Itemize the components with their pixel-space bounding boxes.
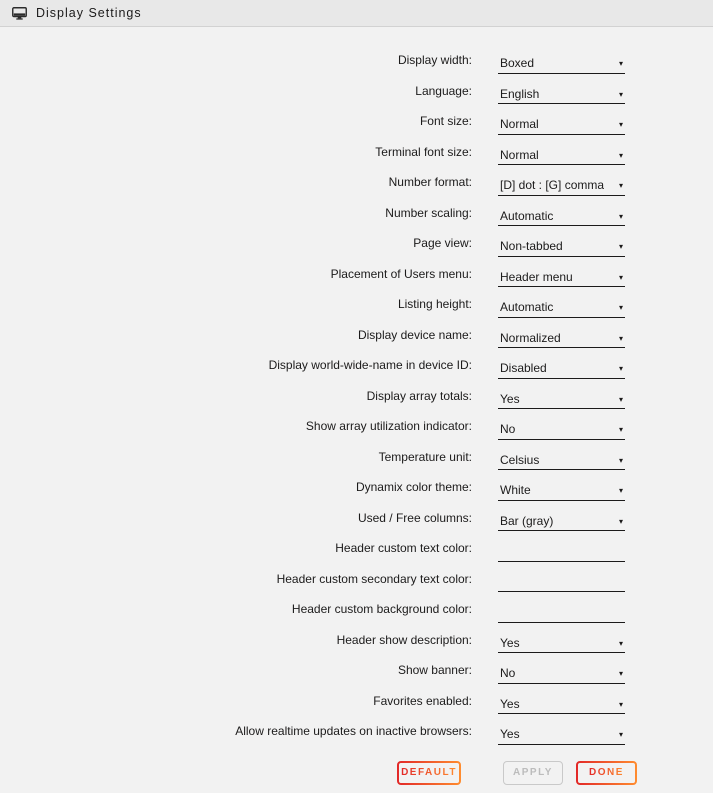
header-custom-background-color-label: Header custom background color:	[291, 602, 472, 617]
temperature-unit-label: Temperature unit:	[378, 449, 472, 464]
dynamix-color-theme-select[interactable]	[498, 481, 625, 501]
show-banner-select[interactable]	[498, 664, 625, 684]
chevron-down-icon: ▾	[618, 730, 623, 740]
terminal-font-size-row	[0, 137, 713, 168]
default-button[interactable]	[397, 761, 461, 785]
chevron-down-icon: ▾	[618, 303, 623, 313]
show-array-utilization-indicator-select[interactable]	[498, 420, 625, 440]
chevron-down-icon: ▾	[618, 120, 623, 130]
chevron-down-icon: ▾	[618, 211, 623, 221]
display-width-label: Display width:	[397, 53, 472, 68]
chevron-down-icon: ▾	[618, 394, 623, 404]
display-width-row	[0, 45, 713, 76]
temperature-unit-select[interactable]	[498, 450, 625, 470]
page-view-row	[0, 228, 713, 259]
used-free-columns-label: Used / Free columns:	[357, 510, 472, 525]
display-wwn-in-device-id-row	[0, 350, 713, 381]
font-size-label: Font size:	[419, 114, 472, 129]
display-device-name-select[interactable]	[498, 328, 625, 348]
header-show-description-label: Header show description:	[336, 632, 472, 647]
apply-button-label: APPLY	[513, 767, 553, 778]
titlebar	[0, 0, 713, 27]
display-array-totals-row	[0, 381, 713, 412]
monitor-icon	[12, 7, 27, 20]
used-free-columns-row	[0, 503, 713, 534]
allow-realtime-updates-label: Allow realtime updates on inactive browsers:	[235, 724, 472, 739]
language-row	[0, 76, 713, 107]
display-device-name-row	[0, 320, 713, 351]
users-menu-placement-label: Placement of Users menu:	[330, 266, 472, 281]
terminal-font-size-value: Normal	[500, 147, 539, 162]
display-device-name-value: Normalized	[500, 330, 561, 345]
users-menu-placement-select[interactable]	[498, 267, 625, 287]
listing-height-select[interactable]	[498, 298, 625, 318]
chevron-down-icon: ▾	[618, 669, 623, 679]
number-scaling-row	[0, 198, 713, 229]
users-menu-placement-row	[0, 259, 713, 290]
chevron-down-icon: ▾	[618, 486, 623, 496]
display-width-value: Boxed	[500, 56, 535, 71]
number-format-label: Number format:	[388, 175, 472, 190]
display-wwn-in-device-id-select[interactable]	[498, 359, 625, 379]
done-button-label: DONE	[589, 767, 624, 778]
chevron-down-icon: ▾	[618, 638, 623, 648]
font-size-row	[0, 106, 713, 137]
chevron-down-icon: ▾	[618, 699, 623, 709]
header-custom-secondary-text-color-row	[0, 564, 713, 595]
chevron-down-icon: ▾	[618, 272, 623, 282]
chevron-down-icon: ▾	[618, 516, 623, 526]
display-wwn-in-device-id-label: Display world-wide-name in device ID:	[268, 358, 472, 373]
language-label: Language:	[415, 83, 472, 98]
font-size-value: Normal	[500, 117, 539, 132]
language-value: English	[500, 86, 540, 101]
listing-height-value: Automatic	[500, 300, 554, 315]
favorites-enabled-row	[0, 686, 713, 717]
header-custom-secondary-text-color-input[interactable]	[498, 572, 625, 592]
header-custom-text-color-label: Header custom text color:	[335, 541, 472, 556]
default-button-label: DEFAULT	[401, 767, 457, 778]
done-button[interactable]	[576, 761, 637, 785]
header-show-description-row	[0, 625, 713, 656]
show-banner-value: No	[500, 666, 516, 681]
display-device-name-label: Display device name:	[357, 327, 472, 342]
header-custom-text-color-row	[0, 533, 713, 564]
settings-form	[0, 27, 713, 747]
header-custom-text-color-input[interactable]	[498, 542, 625, 562]
dynamix-color-theme-label: Dynamix color theme:	[355, 480, 472, 495]
dynamix-color-theme-value: White	[500, 483, 531, 498]
number-format-value: [D] dot : [G] comma	[500, 178, 605, 193]
font-size-select[interactable]	[498, 115, 625, 135]
header-custom-background-color-input[interactable]	[498, 603, 625, 623]
used-free-columns-select[interactable]	[498, 511, 625, 531]
number-scaling-label: Number scaling:	[385, 205, 472, 220]
chevron-down-icon: ▾	[618, 425, 623, 435]
page-view-value: Non-tabbed	[500, 239, 563, 254]
show-array-utilization-indicator-row	[0, 411, 713, 442]
number-format-select[interactable]	[498, 176, 625, 196]
chevron-down-icon: ▾	[618, 181, 623, 191]
temperature-unit-value: Celsius	[500, 452, 540, 467]
chevron-down-icon: ▾	[618, 364, 623, 374]
show-banner-row	[0, 655, 713, 686]
allow-realtime-updates-row	[0, 716, 713, 747]
display-wwn-in-device-id-value: Disabled	[500, 361, 547, 376]
favorites-enabled-value: Yes	[500, 696, 520, 711]
temperature-unit-row	[0, 442, 713, 473]
button-row	[0, 761, 713, 785]
chevron-down-icon: ▾	[618, 242, 623, 252]
terminal-font-size-select[interactable]	[498, 145, 625, 165]
allow-realtime-updates-select[interactable]	[498, 725, 625, 745]
display-width-select[interactable]	[498, 54, 625, 74]
chevron-down-icon: ▾	[618, 89, 623, 99]
listing-height-label: Listing height:	[397, 297, 472, 312]
favorites-enabled-select[interactable]	[498, 694, 625, 714]
page-view-select[interactable]	[498, 237, 625, 257]
favorites-enabled-label: Favorites enabled:	[373, 693, 472, 708]
display-array-totals-select[interactable]	[498, 389, 625, 409]
page-view-label: Page view:	[413, 236, 472, 251]
chevron-down-icon: ▾	[618, 455, 623, 465]
header-custom-background-color-row	[0, 594, 713, 625]
terminal-font-size-label: Terminal font size:	[375, 144, 472, 159]
header-show-description-select[interactable]	[498, 633, 625, 653]
header-show-description-value: Yes	[500, 635, 520, 650]
used-free-columns-value: Bar (gray)	[500, 513, 554, 528]
apply-button[interactable]	[503, 761, 563, 785]
allow-realtime-updates-value: Yes	[500, 727, 520, 742]
chevron-down-icon: ▾	[618, 59, 623, 69]
chevron-down-icon: ▾	[618, 150, 623, 160]
listing-height-row	[0, 289, 713, 320]
header-custom-secondary-text-color-label: Header custom secondary text color:	[276, 571, 472, 586]
language-select[interactable]	[498, 84, 625, 104]
page-title: Display Settings	[36, 6, 142, 20]
display-array-totals-value: Yes	[500, 391, 520, 406]
number-format-row	[0, 167, 713, 198]
show-array-utilization-indicator-label: Show array utilization indicator:	[305, 419, 472, 434]
users-menu-placement-value: Header menu	[500, 269, 573, 284]
display-array-totals-label: Display array totals:	[366, 388, 472, 403]
show-array-utilization-indicator-value: No	[500, 422, 516, 437]
show-banner-label: Show banner:	[397, 663, 472, 678]
number-scaling-select[interactable]	[498, 206, 625, 226]
dynamix-color-theme-row	[0, 472, 713, 503]
number-scaling-value: Automatic	[500, 208, 554, 223]
chevron-down-icon: ▾	[618, 333, 623, 343]
